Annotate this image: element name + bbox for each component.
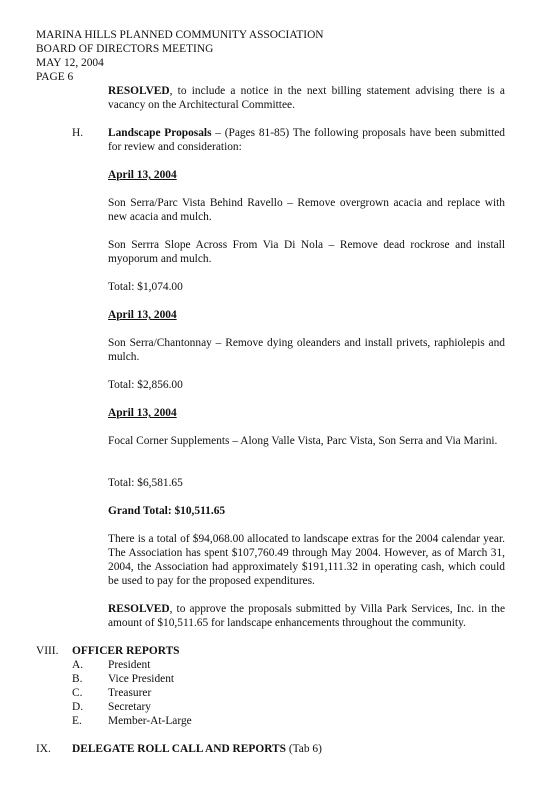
- officer-president: President: [108, 659, 151, 671]
- resolution-text: , to include a notice in the next billing statement advising there is a vacancy on the Architectural Committee.: [108, 85, 505, 111]
- header-page: PAGE 6: [36, 71, 74, 83]
- item-h-landscape-proposals: [108, 126, 505, 154]
- header-date: MAY 12, 2004: [36, 57, 104, 69]
- item-h-letter: H.: [72, 127, 84, 139]
- item-h-text: – (Pages 81-85) The following proposals have been submitted for review and consideration:: [108, 127, 505, 153]
- proposal-total: Total: $1,074.00: [108, 281, 183, 293]
- header-association: MARINA HILLS PLANNED COMMUNITY ASSOCIATION: [36, 29, 324, 41]
- resolved-keyword: RESOLVED: [108, 85, 170, 97]
- resolution-text: , to approve the proposals submitted by Villa Park Services, Inc. in the amount of $10,511.65 for landscape enhancements throughout the community.: [108, 603, 505, 629]
- section-viii-numeral: VIII.: [36, 645, 59, 657]
- officer-letter: C.: [72, 687, 83, 699]
- proposal-total: Total: $6,581.65: [108, 477, 183, 489]
- header-meeting: BOARD OF DIRECTORS MEETING: [36, 43, 214, 55]
- officer-vice-president: Vice President: [108, 673, 175, 685]
- proposal-date: April 13, 2004: [108, 309, 177, 321]
- section-ix-heading: [72, 742, 322, 756]
- officer-secretary: Secretary: [108, 701, 152, 713]
- proposal-date: April 13, 2004: [108, 407, 177, 419]
- officer-letter: E.: [72, 715, 82, 727]
- section-viii-title: OFFICER REPORTS: [72, 645, 180, 657]
- officer-letter: D.: [72, 701, 84, 713]
- proposal-description: Son Serra/Parc Vista Behind Ravello – Remove overgrown acacia and replace with new acacia and mulch.: [108, 197, 505, 223]
- resolution-architectural-notice: [108, 84, 505, 112]
- section-ix-numeral: IX.: [36, 743, 51, 755]
- proposal-description: Focal Corner Supplements – Along Valle Vista, Parc Vista, Son Serra and Via Marini.: [108, 435, 498, 447]
- proposal-date: April 13, 2004: [108, 169, 177, 181]
- section-ix-tab-ref: (Tab 6): [285, 743, 322, 755]
- resolution-approve-proposals: [108, 602, 505, 630]
- grand-total: Grand Total: $10,511.65: [108, 505, 226, 517]
- proposal-description: Son Serra/Chantonnay – Remove dying oleanders and install privets, raphiolepis and mulch.: [108, 337, 505, 363]
- section-ix-title: DELEGATE ROLL CALL AND REPORTS: [72, 743, 286, 755]
- resolved-keyword: RESOLVED: [108, 603, 170, 615]
- officer-member-at-large: Member-At-Large: [108, 715, 192, 727]
- item-h-title: Landscape Proposals: [108, 127, 212, 139]
- budget-summary: There is a total of $94,068.00 allocated to landscape extras for the 2004 calendar year. The Association has spent $107,760.49 through May 2004. However, as of March 31, 2004, the Association had approximately $191,111.32 in operating cash, which could be used to pay for the proposed expenditures.: [108, 533, 505, 587]
- proposal-total: Total: $2,856.00: [108, 379, 183, 391]
- officer-treasurer: Treasurer: [108, 687, 152, 699]
- officer-letter: A.: [72, 659, 84, 671]
- proposal-description: Son Serrra Slope Across From Via Di Nola – Remove dead rockrose and install myoporum and mulch.: [108, 239, 505, 265]
- page-header: [36, 28, 324, 84]
- officer-letter: B.: [72, 673, 83, 685]
